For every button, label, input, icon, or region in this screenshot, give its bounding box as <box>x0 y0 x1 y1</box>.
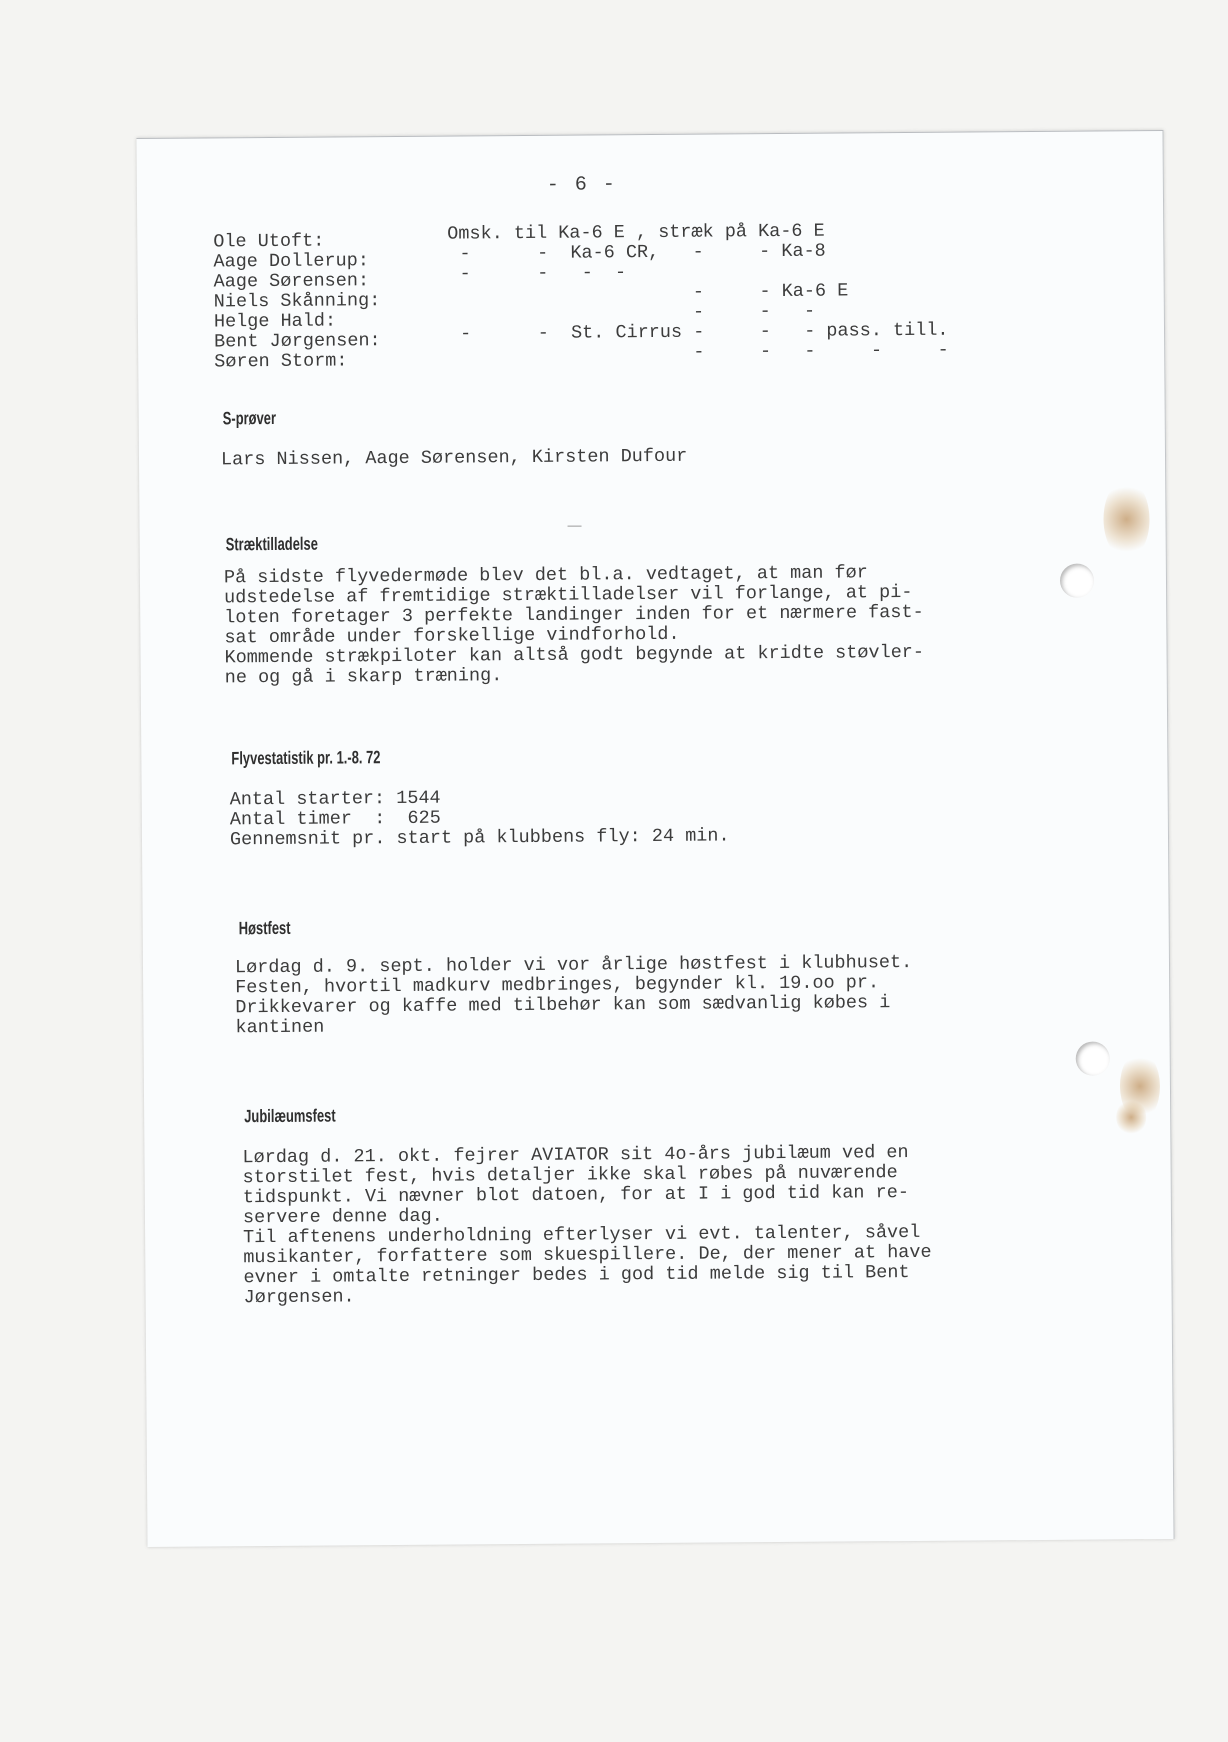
straektilladelse-line-6: ne og gå i skarp træning. <box>224 665 503 689</box>
section-heading-s-prover: S-prøver <box>222 407 277 429</box>
roster-detail-2: - - Ka-6 CR, - - Ka-8 <box>459 240 826 265</box>
s-prover-names: Lars Nissen, Aage Sørensen, Kirsten Dufour <box>220 445 688 471</box>
section-heading-jubilaeumsfest: Jubilæumsfest <box>244 1105 336 1127</box>
page-number: - 6 - <box>546 173 617 197</box>
hostfest-line-1: Lørdag d. 9. sept. holder vi vor årlige høstfest i klubhuset. <box>234 951 913 979</box>
straektilladelse-line-5: Kommende strækpiloter kan altså godt begynde at kridte støvler- <box>224 641 925 669</box>
roster-detail-1: Omsk. til Ka-6 E , stræk på Ka-6 E <box>447 220 825 245</box>
roster-name-2: Aage Dollerup: <box>213 250 369 273</box>
roster-name-4: Niels Skånning: <box>213 290 381 313</box>
jubilaeumsfest-line-7: evner i omtalte retninger bedes i god tid melde sig til Bent <box>243 1262 910 1289</box>
roster-block <box>136 131 1162 373</box>
hostfest-line-3: Drikkevarer og kaffe med tilbehør kan som sædvanlig købes i <box>235 992 891 1019</box>
paper-sheet <box>136 130 1174 1547</box>
straektilladelse-line-2: udstedelse af fremtidige stræktilladelser vil forlange, at pi- <box>224 581 913 609</box>
roster-detail-7: - - - - - <box>460 339 949 365</box>
section-heading-flyvestatistik: Flyvestatistik pr. 1.-8. 72 <box>231 747 381 769</box>
roster-name-5: Helge Hald: <box>213 310 337 333</box>
punch-hole-top <box>1060 564 1094 598</box>
jubilaeumsfest-line-8: Jørgensen. <box>243 1286 355 1309</box>
stray-mark <box>568 526 582 527</box>
rust-stain-top <box>1103 479 1150 559</box>
jubilaeumsfest-line-1: Lørdag d. 21. okt. fejrer AVIATOR sit 4o-års jubilæum ved en <box>242 1142 909 1169</box>
rust-stain-bottom <box>1116 1099 1146 1135</box>
roster-detail-3: - - - - <box>459 262 627 285</box>
punch-hole-bottom <box>1076 1041 1110 1075</box>
jubilaeumsfest-line-6: musikanter, forfattere som skuespillere. De, der mener at have <box>243 1241 932 1269</box>
roster-detail-4: - - Ka-6 E <box>459 280 849 305</box>
jubilaeumsfest-line-2: storstilet fest, hvis detaljer ikke skal røbes på nuværende <box>242 1162 898 1189</box>
flyvestatistik-gennemsnit: Gennemsnit pr. start på klubbens fly: 24 min. <box>229 825 730 851</box>
roster-name-6: Bent Jørgensen: <box>214 330 381 353</box>
jubilaeumsfest-line-3: tidspunkt. Vi nævner blot datoen, for at I i god tid kan re- <box>242 1182 909 1209</box>
section-heading-hostfest: Høstfest <box>238 917 291 939</box>
straektilladelse-line-4: sat område under forskellige vindforhold. <box>224 623 680 649</box>
jubilaeumsfest-line-4: servere denne dag. <box>242 1205 443 1229</box>
hostfest-line-4: kantinen <box>235 1016 325 1039</box>
straektilladelse-line-3: loten foretager 3 perfekte landinger inden for et nærmere fast- <box>224 601 924 629</box>
section-heading-straektilladelse: Stræktilladelse <box>225 533 318 555</box>
straektilladelse-line-1: På sidste flyvedermøde blev det bl.a. vedtaget, at man før <box>223 562 868 589</box>
roster-name-7: Søren Storm: <box>214 350 348 373</box>
roster-detail-5: - - - <box>459 300 816 325</box>
roster-detail-6: - - St. Cirrus - - - pass. till. <box>459 319 949 345</box>
hostfest-line-2: Festen, hvortil madkurv medbringes, begynder kl. 19.oo pr. <box>235 972 880 999</box>
jubilaeumsfest-line-5: Til aftenens underholdning efterlyser vi evt. talenter, såvel <box>243 1221 921 1249</box>
roster-name-3: Aage Sørensen: <box>213 270 370 293</box>
flyvestatistik-starter: Antal starter: 1544 <box>229 787 441 811</box>
flyvestatistik-timer: Antal timer : 625 <box>229 807 441 831</box>
roster-name-1: Ole Utoft: <box>213 230 325 253</box>
